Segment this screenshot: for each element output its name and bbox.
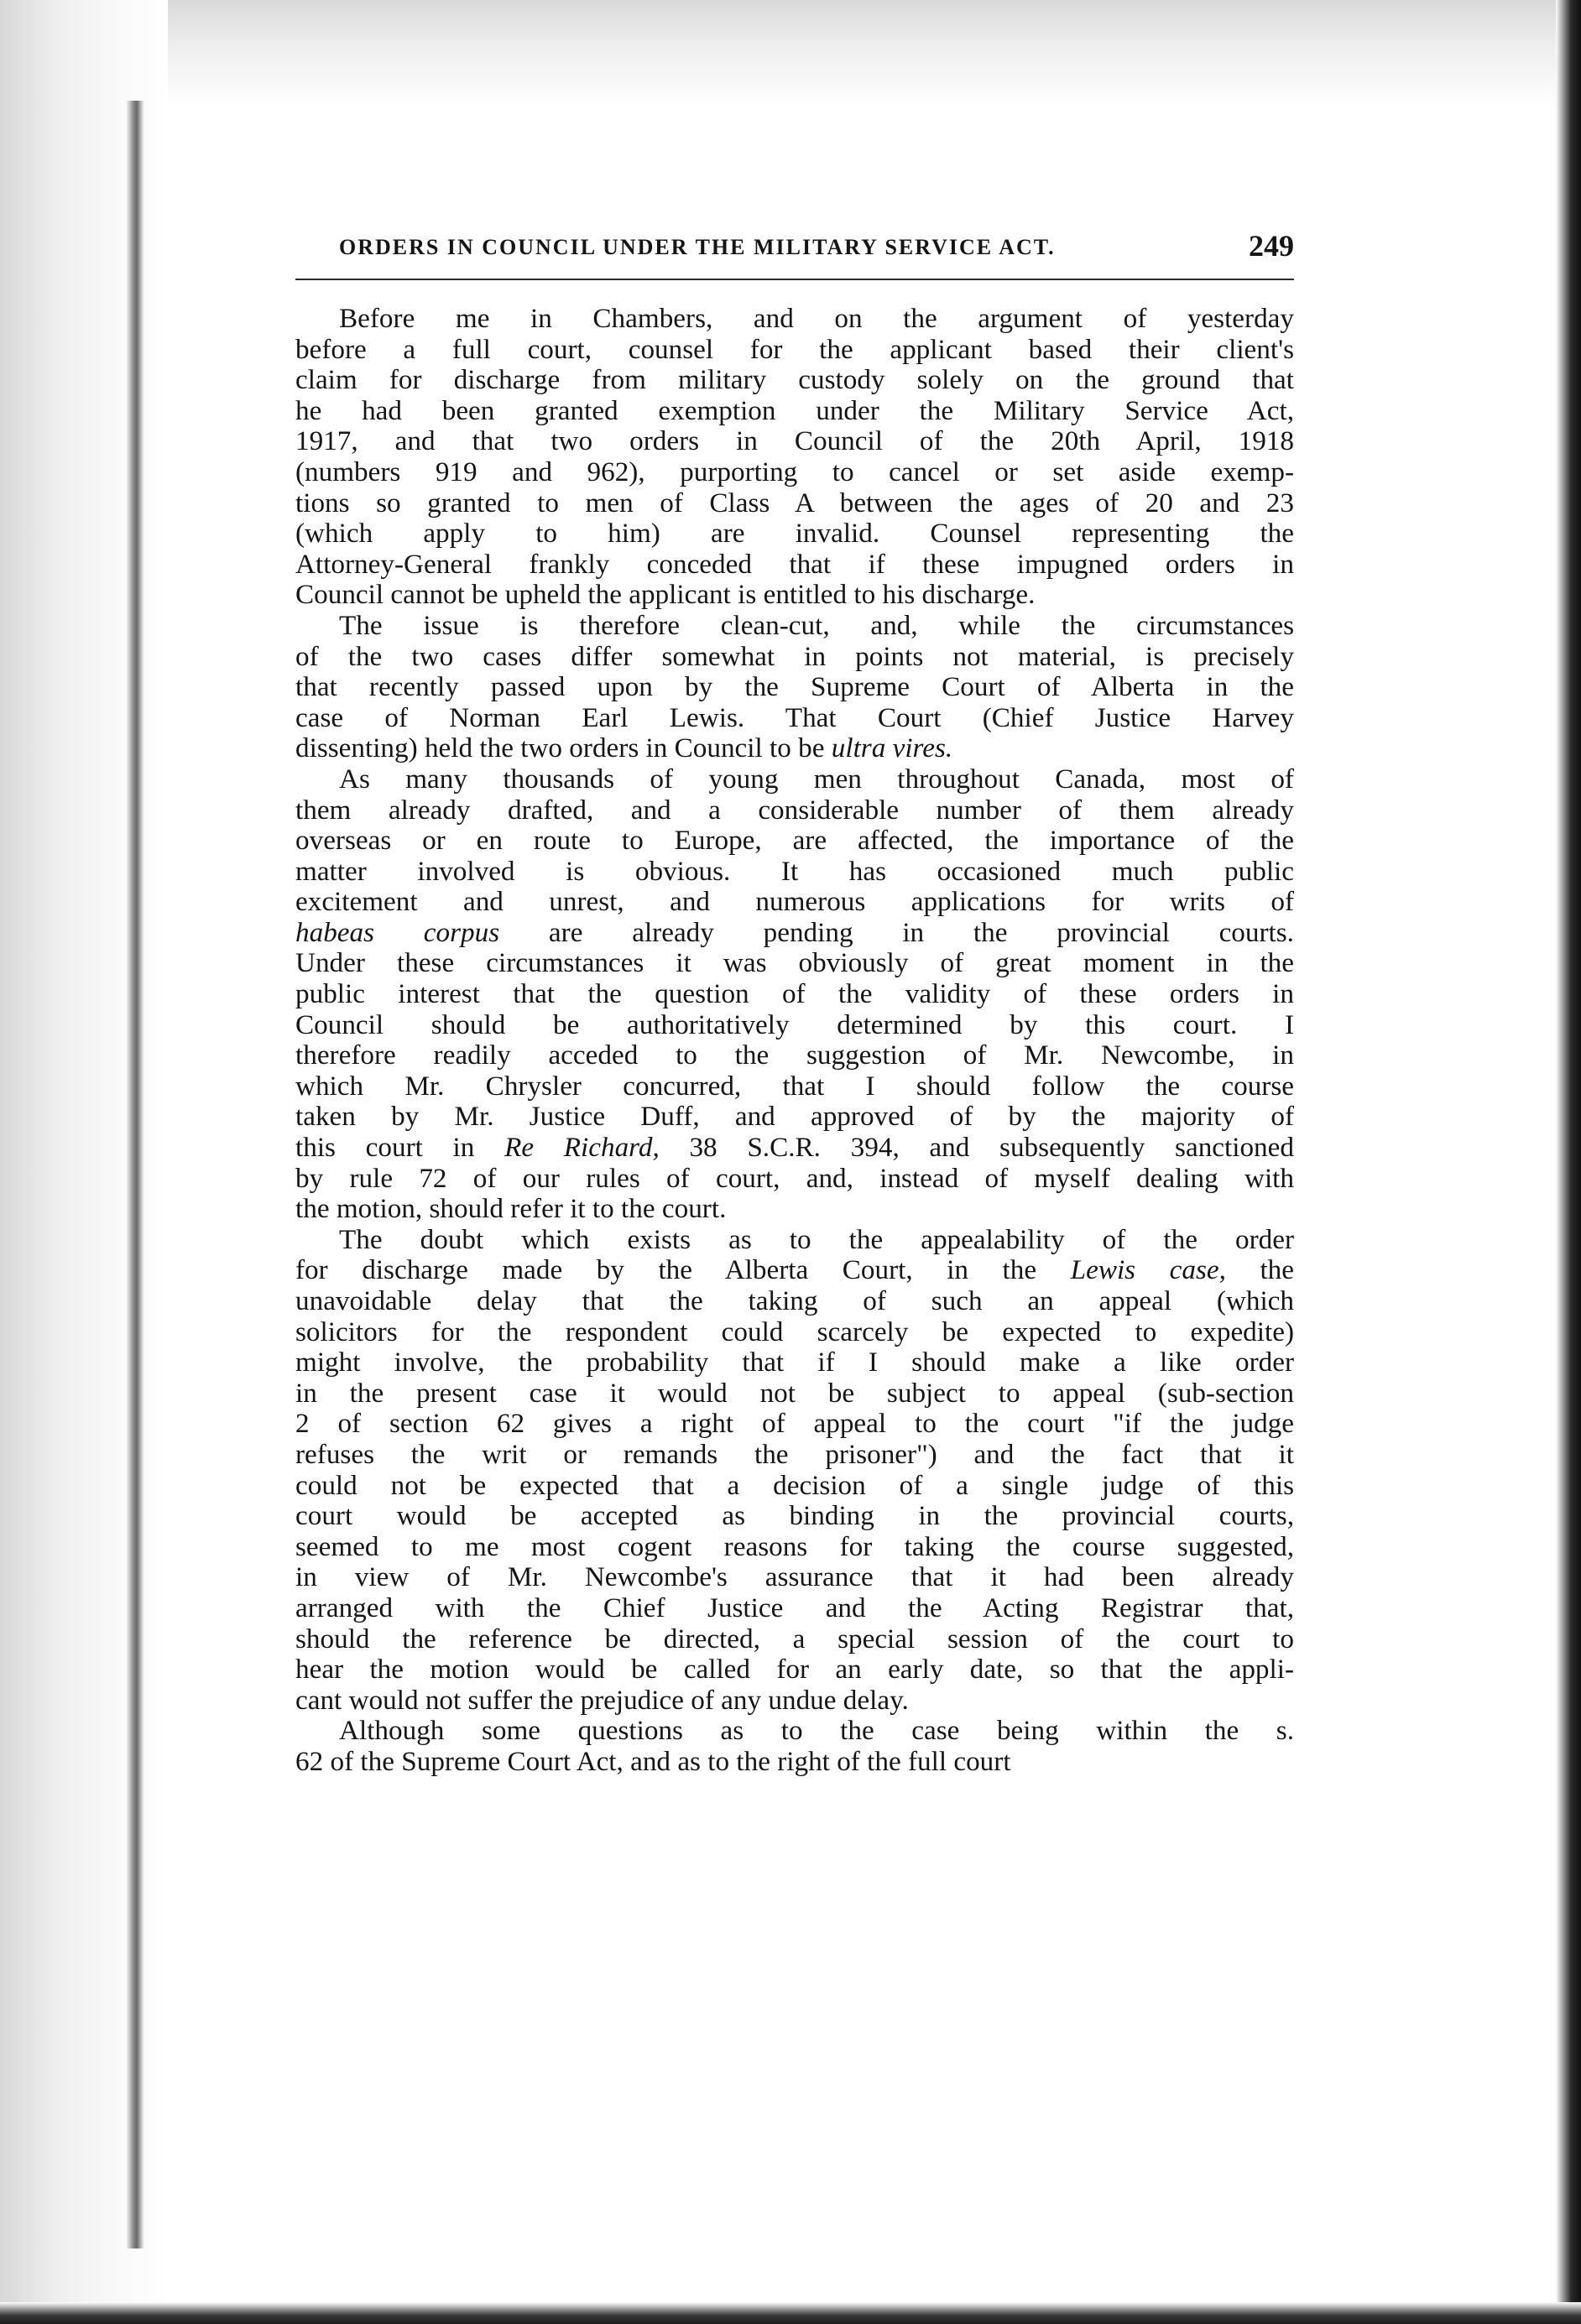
text-line: Council should be authoritatively determined by this court. I — [295, 1008, 1294, 1040]
running-head-title: ORDERS IN COUNCIL UNDER THE MILITARY SERVICE ACT. — [339, 235, 1056, 259]
text-line: in view of Mr. Newcombe's assurance that it had been already — [295, 1561, 1294, 1593]
paragraph — [295, 1225, 1294, 1717]
paragraph — [295, 764, 1294, 1225]
header-rule — [295, 279, 1294, 280]
text-line: 1917, and that two orders in Council of the 20th April, 1918 — [295, 425, 1294, 457]
text-line: in the present case it would not be subject to appeal (sub-section — [295, 1377, 1294, 1409]
page-number: 249 — [1249, 229, 1294, 263]
book-page — [295, 228, 1294, 1778]
text-line: cant would not suffer the prejudice of any undue delay. — [295, 1684, 909, 1716]
text-line: for discharge made by the Alberta Court, in the Lewis case, the — [295, 1254, 1294, 1286]
text-line: he had been granted exemption under the Military Service Act, — [295, 394, 1294, 426]
text-line: 2 of section 62 gives a right of appeal to the court "if the judge — [295, 1408, 1294, 1440]
text-line: Before me in Chambers, and on the argument of yesterday — [339, 303, 1294, 334]
text-line: claim for discharge from military custody solely on the ground that — [295, 364, 1294, 396]
text-line: (numbers 919 and 962), purporting to cancel or set aside exemp- — [295, 456, 1294, 487]
text-line: that recently passed upon by the Supreme Court of Alberta in the — [295, 671, 1294, 703]
text-line: (which apply to him) are invalid. Counsel representing the — [295, 518, 1294, 550]
body-text — [295, 304, 1294, 1778]
text-line: might involve, the probability that if I should make a like order — [295, 1347, 1294, 1378]
text-line: refuses the writ or remands the prisoner") and the fact that it — [295, 1438, 1294, 1470]
text-line: Under these circumstances it was obviously of great moment in the — [295, 947, 1294, 979]
text-line: before a full court, counsel for the applicant based their client's — [295, 333, 1294, 365]
text-line: overseas or en route to Europe, are affected, the importance of the — [295, 825, 1294, 857]
text-line: seemed to me most cogent reasons for taking the course suggested, — [295, 1530, 1294, 1562]
text-line: case of Norman Earl Lewis. That Court (Chief Justice Harvey — [295, 701, 1294, 733]
scan-right-edge — [1556, 0, 1581, 2324]
text-line: excitement and unrest, and numerous applications for writs of — [295, 886, 1294, 918]
text-line: As many thousands of young men throughout Canada, most of — [339, 763, 1294, 795]
text-line: by rule 72 of our rules of court, and, instead of myself dealing with — [295, 1162, 1294, 1194]
text-line: The doubt which exists as to the appealability of the order — [339, 1223, 1294, 1255]
text-line: the motion, should refer it to the court. — [295, 1193, 727, 1225]
text-line: hear the motion would be called for an early date, so that the appli- — [295, 1654, 1294, 1686]
text-line: public interest that the question of the validity of these orders in — [295, 978, 1294, 1010]
text-line: dissenting) held the two orders in Council to be ultra vires. — [295, 732, 953, 764]
text-line: arranged with the Chief Justice and the Acting Registrar that, — [295, 1592, 1294, 1623]
text-line: this court in Re Richard, 38 S.C.R. 394, and subsequently sanctioned — [295, 1132, 1294, 1164]
text-line: could not be expected that a decision of a single judge of this — [295, 1469, 1294, 1501]
paragraph — [295, 1716, 1294, 1777]
text-line: habeas corpus are already pending in the provincial courts. — [295, 916, 1294, 948]
scan-binding-shadow — [126, 101, 144, 2248]
text-line: court would be accepted as binding in the provincial courts, — [295, 1500, 1294, 1532]
text-line: 62 of the Supreme Court Act, and as to the right of the full court — [295, 1745, 1011, 1777]
text-line: therefore readily acceded to the suggestion of Mr. Newcombe, in — [295, 1040, 1294, 1071]
text-line: taken by Mr. Justice Duff, and approved of by the majority of — [295, 1101, 1294, 1133]
text-line: should the reference be directed, a special session of the court to — [295, 1623, 1294, 1654]
running-head — [295, 228, 1294, 275]
scan-bottom-edge — [0, 2302, 1581, 2324]
text-line: them already drafted, and a considerable number of them already — [295, 794, 1294, 826]
text-line: unavoidable delay that the taking of such an appeal (which — [295, 1285, 1294, 1316]
paragraph — [295, 304, 1294, 611]
text-line: solicitors for the respondent could scarcely be expected to expedite) — [295, 1316, 1294, 1347]
scan-top-edge — [0, 0, 1581, 109]
paragraph — [295, 611, 1294, 764]
text-line: tions so granted to men of Class A between the ages of 20 and 23 — [295, 487, 1294, 518]
text-line: Council cannot be upheld the applicant is entitled to his discharge. — [295, 579, 1036, 611]
text-line: of the two cases differ somewhat in points not material, is precisely — [295, 640, 1294, 672]
text-line: Although some questions as to the case being within the s. — [339, 1715, 1294, 1747]
text-line: The issue is therefore clean-cut, and, while the circumstances — [339, 609, 1294, 641]
text-line: Attorney-General frankly conceded that if these impugned orders in — [295, 548, 1294, 580]
text-line: which Mr. Chrysler concurred, that I should follow the course — [295, 1070, 1294, 1102]
text-line: matter involved is obvious. It has occasioned much public — [295, 855, 1294, 887]
